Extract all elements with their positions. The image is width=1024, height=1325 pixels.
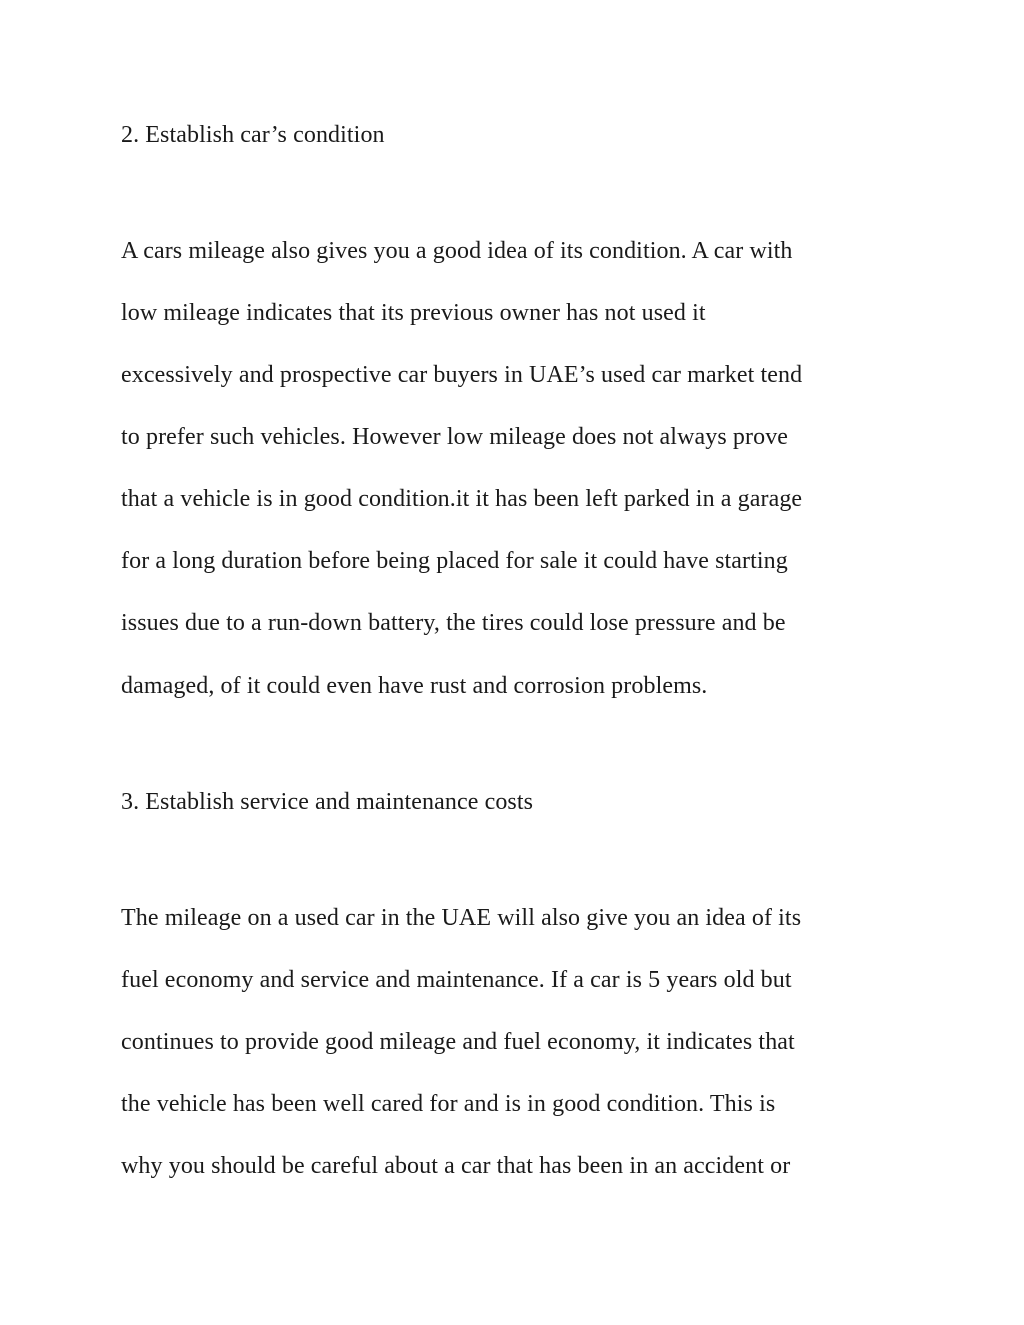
paragraph-line: damaged, of it could even have rust and corrosion problems. (121, 673, 708, 699)
paragraph-line: fuel economy and service and maintenance. If a car is 5 years old but (121, 967, 792, 993)
section-heading-condition: 2. Establish car’s condition (121, 122, 385, 148)
paragraph-line: low mileage indicates that its previous owner has not used it (121, 300, 706, 326)
section-heading-service: 3. Establish service and maintenance costs (121, 789, 534, 815)
paragraph-line: why you should be careful about a car that has been in an accident or (121, 1153, 791, 1179)
paragraph-line: to prefer such vehicles. However low mileage does not always prove (121, 424, 789, 450)
paragraph-line: for a long duration before being placed for sale it could have starting (121, 548, 788, 574)
paragraph-line: excessively and prospective car buyers in UAE’s used car market tend (121, 362, 803, 388)
paragraph-line: A cars mileage also gives you a good idea of its condition. A car with (121, 238, 793, 264)
paragraph-line: the vehicle has been well cared for and is in good condition. This is (121, 1091, 776, 1117)
paragraph-line: The mileage on a used car in the UAE will also give you an idea of its (121, 905, 802, 931)
paragraph-line: issues due to a run-down battery, the tires could lose pressure and be (121, 610, 786, 636)
paragraph-line: continues to provide good mileage and fuel economy, it indicates that (121, 1029, 795, 1055)
paragraph-line: that a vehicle is in good condition.it it has been left parked in a garage (121, 486, 803, 512)
